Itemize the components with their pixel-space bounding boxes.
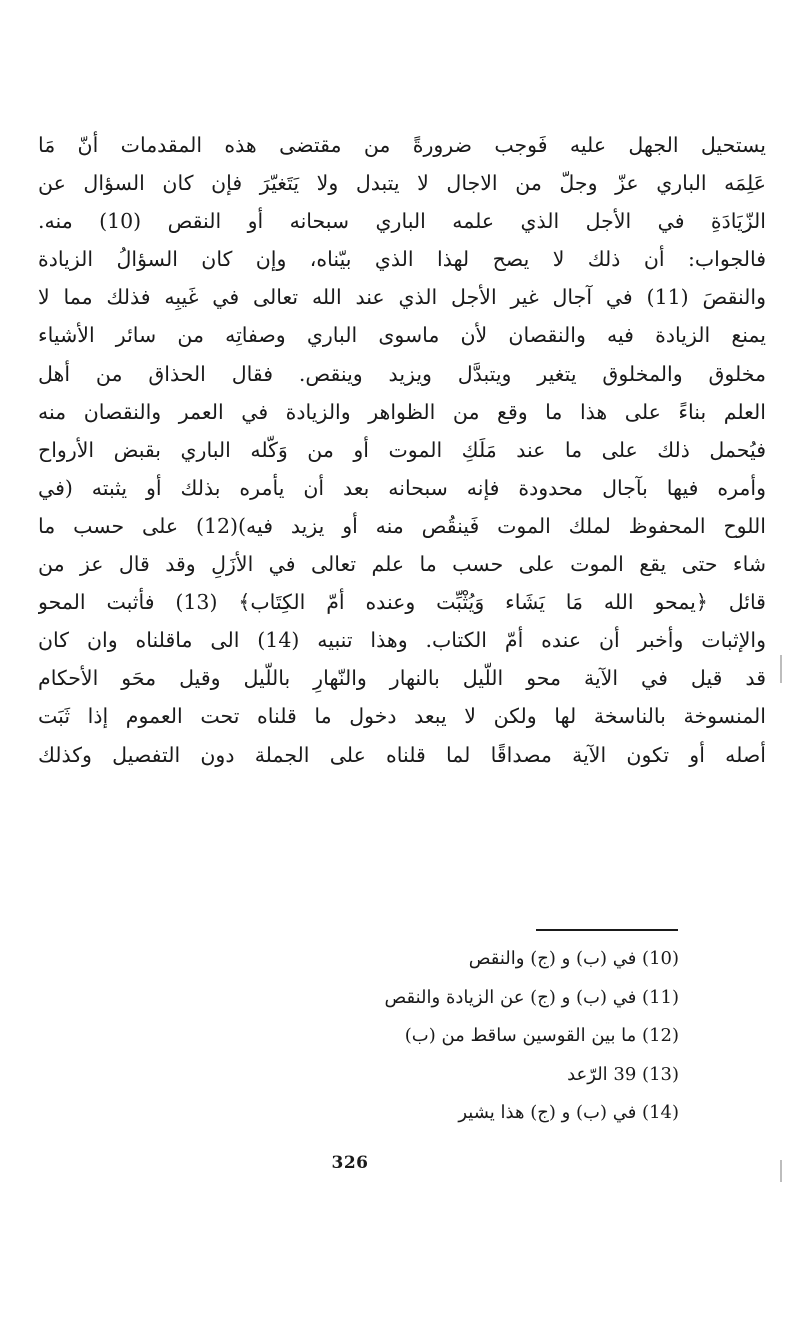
main-text bbox=[38, 126, 766, 774]
footnotes bbox=[159, 940, 679, 1133]
text-line: قد قيل في الآية محو اللّيل بالنهار والنّهارِ باللّيل وقيل محَو الأحكام bbox=[38, 666, 766, 691]
text-line: فيُحمل ذلك على ما عند مَلَكِ الموت أو من وَكّله الباري بقبض الأرواح bbox=[38, 437, 766, 462]
footnote: (11) في (ب) و (ج) عن الزيادة والنقص bbox=[384, 986, 679, 1008]
footnote: (12) ما بين القوسين ساقط من (ب) bbox=[404, 1025, 679, 1047]
footnote: (13) 39 الرّعد bbox=[567, 1063, 679, 1085]
scan-edge-mark bbox=[780, 655, 782, 683]
text-line: والإثبات وأخبر أن عنده أمّ الكتاب. وهذا تنبيه (14) الى ماقلناه وان كان bbox=[38, 628, 766, 653]
footnote: (14) في (ب) و (ج) هذا يشير bbox=[458, 1102, 679, 1124]
text-line: يستحيل الجهل عليه فَوجب ضرورةً من مقتضى هذه المقدمات أنّ مَا bbox=[38, 133, 766, 157]
scan-edge-mark bbox=[780, 1160, 782, 1182]
text-line: العلم بناءً على هذا ما وقع من الظواهر والزيادة في العمر والنقصان منه bbox=[38, 399, 766, 424]
text-line: قائل ﴿يمحو الله مَا يَشَاء وَيُثْبِّت وعنده أمّ الكِتَاب﴾ (13) فأثبت المحو bbox=[38, 590, 766, 615]
text-line: شاء حتى يقع الموت على حسب ما علم تعالى في الأزَلِ وقد قال عز من bbox=[38, 552, 766, 577]
text-line: الزّيَادَةِ في الأجل الذي علمه الباري سبحانه أو النقص (10) منه. bbox=[38, 209, 766, 234]
text-line: مخلوق والمخلوق يتغير ويتبدَّل ويزيد وينقص. فقال الحذاق من أهل bbox=[38, 361, 766, 386]
text-line: عَلِمَه الباري عزّ وجلّ من الاجال لا يتبدل ولا يَتَغيّرَ فإن كان السؤال عن bbox=[38, 171, 766, 196]
text-line: وأمره فيها بآجال محدودة فإنه سبحانه بعد أن يأمره بذلك أو يثبته (في bbox=[38, 475, 766, 500]
text-line: اللوح المحفوظ لملك الموت فَينقُص منه أو يزيد فيه)(12) على حسب ما bbox=[38, 513, 766, 538]
footnote: (10) في (ب) و (ج) والنقص bbox=[468, 948, 679, 969]
text-line: والنقصَ (11) في آجال غير الأجل الذي عند الله تعالى في غَيبِه فذلك مما لا bbox=[38, 285, 766, 310]
footnote-separator bbox=[536, 929, 678, 931]
text-line: أصله أو تكون الآية مصداقًا لما قلناه على الجملة دون التفصيل وكذلك bbox=[38, 742, 766, 767]
text-line: فالجواب: أن ذلك لا يصح لهذا الذي بيّناه، وإن كان السؤالُ الزيادة bbox=[38, 247, 766, 272]
text-line: يمنع الزيادة فيه والنقصان لأن ماسوى الباري وصفاتِه من سائر الأشياء bbox=[38, 323, 766, 348]
text-line: المنسوخة بالناسخة لها ولكن لا يبعد دخول ما قلناه تحت العموم إذا ثَبَت bbox=[38, 704, 766, 729]
page-number: 326 bbox=[331, 1153, 369, 1173]
